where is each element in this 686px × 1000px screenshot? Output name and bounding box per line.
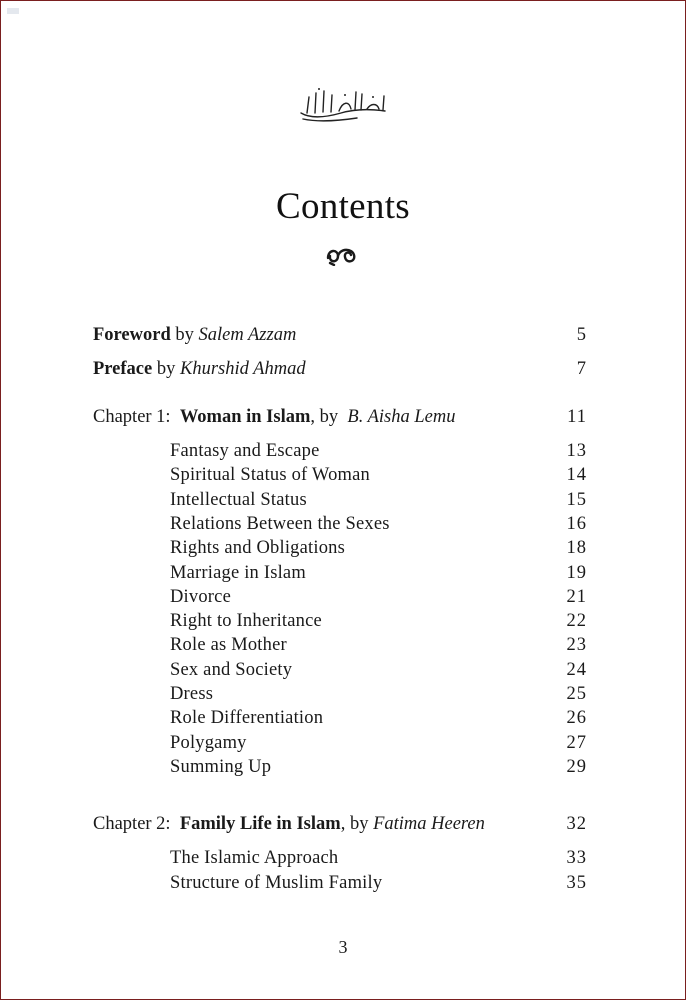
toc-section-label: Fantasy and Escape (170, 441, 320, 461)
toc-page-number: 35 (566, 872, 587, 893)
toc-entry-label: Preface by Khurshid Ahmad (93, 359, 306, 379)
toc-section-entry[interactable] (93, 440, 587, 462)
toc-section-label: Role as Mother (170, 635, 287, 656)
toc-page-number: 27 (566, 732, 587, 753)
toc-page-number: 7 (576, 359, 587, 379)
toc-section-entry[interactable] (93, 586, 587, 608)
toc-section-entry[interactable] (93, 707, 587, 729)
toc-page-number: 19 (566, 562, 587, 583)
toc-section-label: Role Differentiation (170, 708, 324, 729)
toc-section-label: Spiritual Status of Woman (170, 465, 370, 486)
page-title: Contents (276, 186, 410, 227)
toc-page-number: 16 (566, 513, 587, 534)
toc-chapter-label: Chapter 1: Woman in Islam, by B. Aisha Lemu (93, 407, 456, 427)
toc-page-number: 33 (566, 848, 587, 868)
toc-section-entry[interactable] (93, 513, 587, 535)
toc-section-entry[interactable] (93, 683, 587, 705)
toc-page-number: 32 (566, 814, 587, 834)
toc-preface[interactable] (93, 358, 587, 380)
toc-section-entry[interactable] (93, 489, 587, 511)
toc-section-label: Dress (170, 684, 214, 704)
toc-section-entry[interactable] (93, 562, 587, 584)
toc-page-number: 15 (566, 489, 587, 510)
toc-chapter-2[interactable] (93, 813, 587, 835)
toc-page-number: 26 (566, 708, 587, 729)
toc-page-number: 23 (566, 635, 587, 656)
toc-section-label: Relations Between the Sexes (170, 513, 390, 534)
toc-page-number: 25 (566, 684, 587, 704)
toc-section-label: Right to Inheritance (170, 611, 322, 632)
toc-section-label: Intellectual Status (170, 489, 307, 510)
toc-page-number: 22 (566, 611, 587, 632)
toc-page-number: 13 (566, 441, 587, 461)
toc-section-entry[interactable] (93, 537, 587, 559)
toc-section-entry[interactable] (93, 732, 587, 754)
toc-section-label: Rights and Obligations (170, 538, 346, 559)
toc-section-label: Sex and Society (170, 659, 293, 680)
page-number-folio: 3 (338, 937, 348, 957)
toc-section-label: Polygamy (170, 732, 247, 753)
toc-section-entry[interactable] (93, 847, 587, 869)
toc-section-label: Marriage in Islam (170, 562, 306, 583)
toc-page-number: 14 (566, 465, 587, 486)
toc-foreword[interactable] (93, 324, 587, 346)
toc-page-number: 5 (576, 325, 587, 345)
toc-section-label: Summing Up (170, 756, 272, 777)
toc-page-number: 24 (566, 659, 587, 680)
toc-section-label: Divorce (170, 586, 231, 607)
scan-mark (7, 8, 19, 14)
toc-section-entry[interactable] (93, 872, 587, 894)
toc-page-number: 29 (566, 756, 587, 777)
toc-chapter-1[interactable] (93, 406, 587, 428)
toc-chapter-label: Chapter 2: Family Life in Islam, by Fatima Heeren (93, 814, 485, 834)
basmala-calligraphy (297, 83, 389, 123)
fleuron-ornament-icon (324, 244, 360, 266)
toc-section-entry[interactable] (93, 610, 587, 632)
toc-page-number: 18 (566, 538, 587, 559)
toc-page-number: 11 (567, 407, 587, 427)
toc-section-entry[interactable] (93, 634, 587, 656)
toc-section-entry[interactable] (93, 464, 587, 486)
toc-section-entry[interactable] (93, 756, 587, 778)
toc-entry-label: Foreword by Salem Azzam (93, 325, 297, 345)
toc-section-label: The Islamic Approach (170, 848, 339, 868)
toc-section-label: Structure of Muslim Family (170, 872, 383, 893)
toc-page-number: 21 (566, 586, 587, 607)
toc-section-entry[interactable] (93, 659, 587, 681)
